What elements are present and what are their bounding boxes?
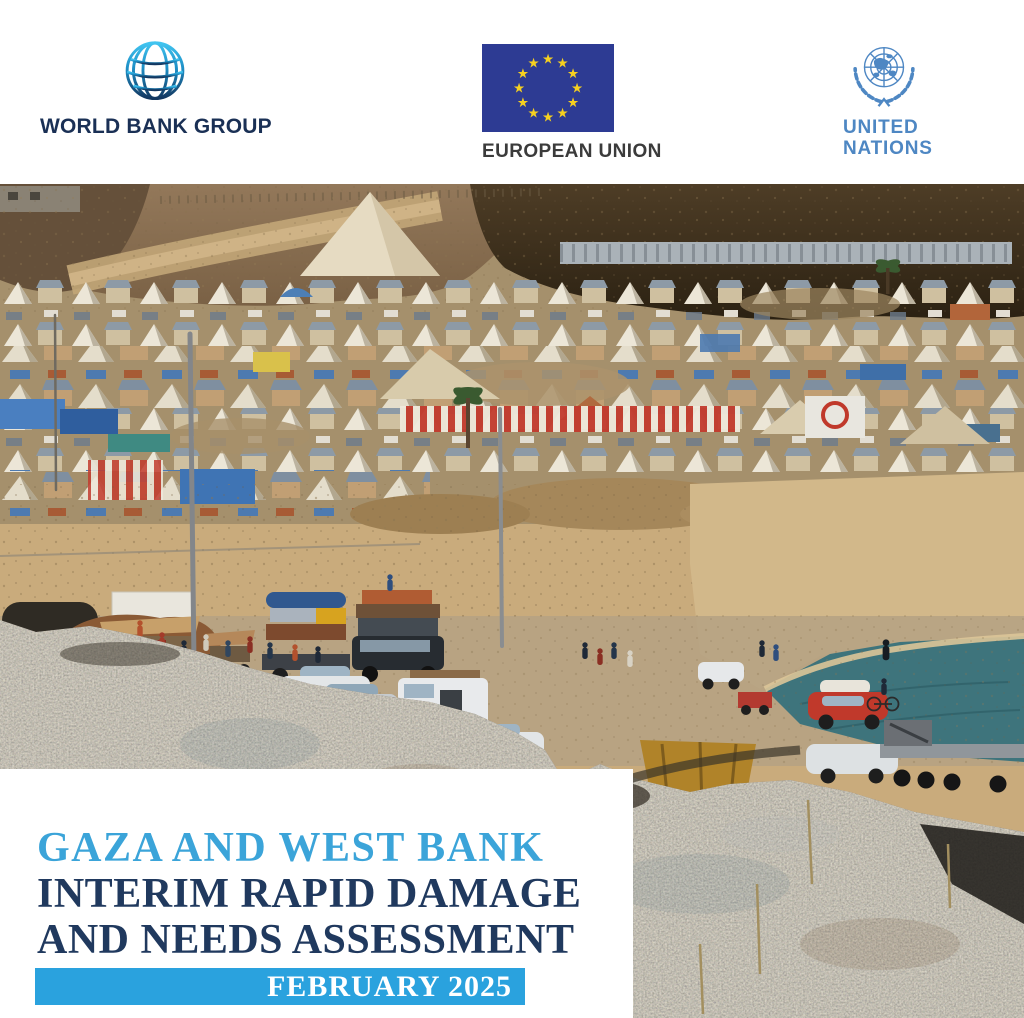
united-nations-logo xyxy=(843,38,973,159)
svg-text:★: ★ xyxy=(527,105,540,122)
svg-text:★: ★ xyxy=(570,80,584,97)
world-bank-logo xyxy=(40,34,270,139)
svg-text:★: ★ xyxy=(556,55,569,72)
title-line-1: GAZA AND WEST BANK xyxy=(37,825,545,871)
date-banner-label: FEBRUARY 2025 xyxy=(266,969,512,1003)
eu-flag-icon xyxy=(482,44,614,132)
svg-text:★: ★ xyxy=(541,51,555,68)
un-wordmark: UNITED NATIONS xyxy=(843,117,933,159)
svg-text:★: ★ xyxy=(567,66,580,82)
svg-text:★: ★ xyxy=(527,55,540,72)
european-union-logo xyxy=(482,44,662,163)
svg-text:★: ★ xyxy=(567,95,580,111)
world-bank-wordmark: WORLD BANK GROUP xyxy=(40,115,272,138)
date-banner xyxy=(35,968,525,1005)
title-line-2: INTERIM RAPID DAMAGE xyxy=(37,871,582,917)
svg-text:★: ★ xyxy=(516,95,529,111)
svg-text:★: ★ xyxy=(541,109,555,126)
logo-bar xyxy=(0,0,1024,184)
world-bank-globe-icon xyxy=(117,34,193,110)
un-emblem-icon xyxy=(845,38,923,112)
title-block xyxy=(0,769,633,1018)
svg-text:★: ★ xyxy=(556,105,569,122)
title-line-3: AND NEEDS ASSESSMENT xyxy=(37,917,575,963)
eu-wordmark: EUROPEAN UNION xyxy=(482,141,662,162)
svg-text:★: ★ xyxy=(516,66,529,82)
svg-text:★: ★ xyxy=(512,80,526,97)
